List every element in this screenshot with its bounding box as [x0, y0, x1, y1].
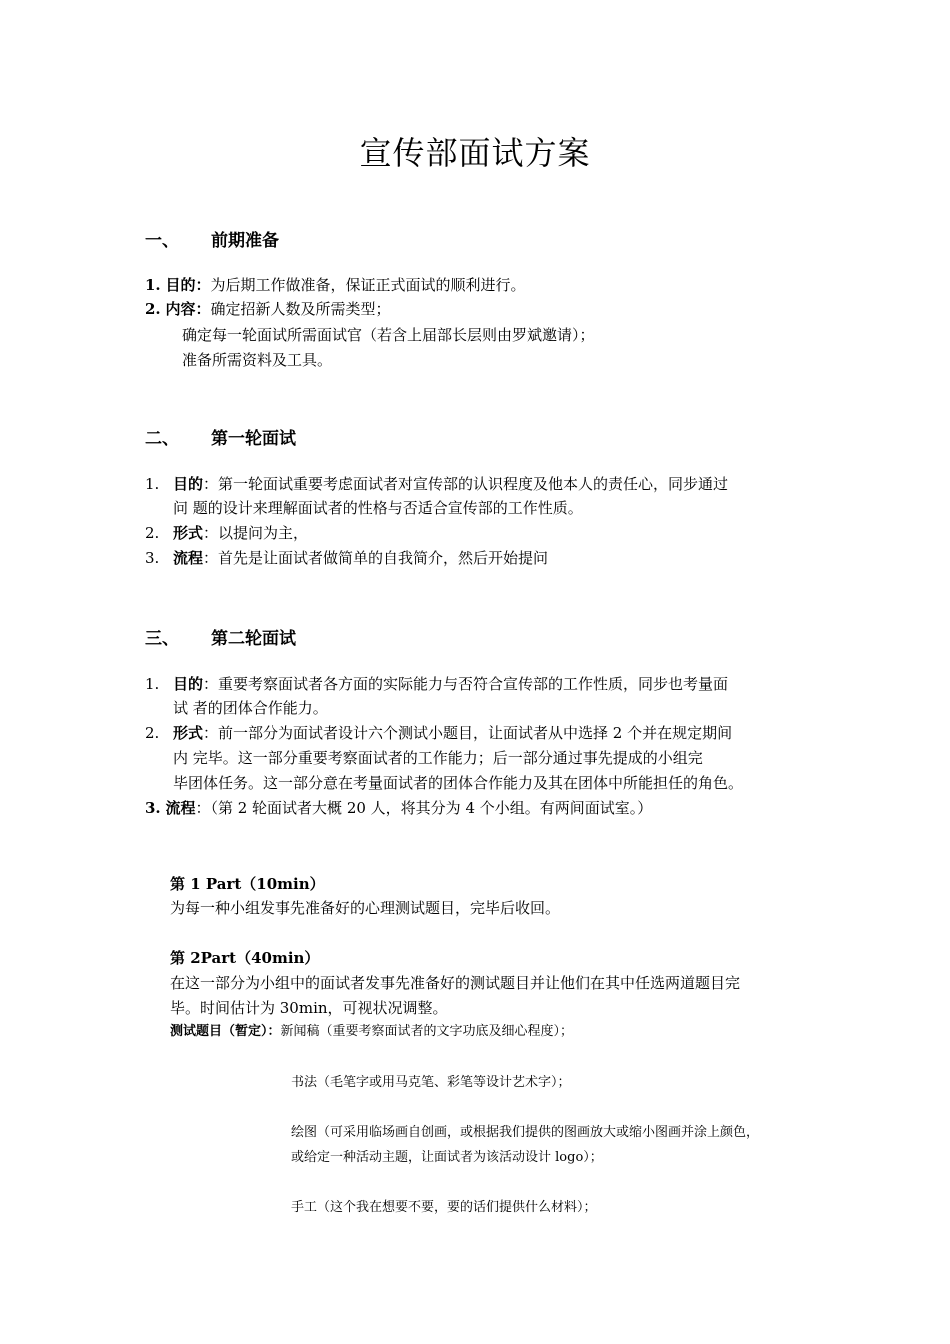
- test-topic-1: 新闻稿（重要考察面试者的文字功底及细心程度）；: [280, 1024, 574, 1039]
- s3-item-3-text: ：（第 2 轮面试者大概 20 人，将其分为 4 个小组。有两间面试室。）: [195, 799, 653, 817]
- s1-item-2: [145, 297, 390, 321]
- s3-item-1-number: 1.: [145, 675, 160, 693]
- part-1-heading: 第 1 Part（10min）: [170, 875, 325, 893]
- s2-item-1-number: 1.: [145, 475, 160, 493]
- s1-item-2-number: 2.: [145, 300, 161, 318]
- s2-item-3-number: 3.: [145, 549, 160, 567]
- s3-item-2: [145, 721, 732, 745]
- s1-item-1: [145, 273, 525, 297]
- s3-item-3-number: 3.: [145, 799, 161, 817]
- s3-item-2-text: ：前一部分为面试者设计六个测试小题目，让面试者从中选择 2 个并在规定期间: [203, 724, 733, 742]
- s1-item-1-label: 目的：: [165, 276, 211, 294]
- s2-item-2-text: ：以提问为主，: [203, 524, 309, 542]
- s3-item-2-label: 形式: [173, 724, 204, 742]
- s2-item-1-text: ：第一轮面试重要考虑面试者对宣传部的认识程度及他本人的责任心，同步通过: [203, 475, 729, 493]
- s1-item-1-number: 1.: [145, 276, 161, 294]
- s1-item-2-line-2: 确定每一轮面试所需面试官（若含上届部长层则由罗斌邀请）；: [182, 326, 595, 344]
- document-title: 宣传部面试方案: [359, 134, 591, 172]
- test-topic-2: 书法（毛笔字或用马克笔、彩笔等设计艺术字）；: [291, 1075, 571, 1090]
- section-2-number: 二、: [145, 429, 179, 449]
- s2-item-1-line-2: 问 题的设计来理解面试者的性格与否适合宣传部的工作性质。: [173, 499, 583, 517]
- test-topics: [170, 1022, 573, 1042]
- s3-item-3-label: 流程: [165, 799, 196, 817]
- s3-item-1: [145, 672, 728, 696]
- s3-item-1-line-2: 试 者的团体合作能力。: [173, 699, 328, 717]
- s3-item-2-line-2: 内 完毕。这一部分重要考察面试者的工作能力；后一部分通过事先提成的小组完: [173, 749, 703, 767]
- s3-item-2-line-3: 毕团体任务。这一部分意在考量面试者的团体合作能力及其在团体中所能担任的角色。: [173, 774, 744, 792]
- section-1-number: 一、: [145, 231, 179, 251]
- test-topic-3-line-2: 或给定一种活动主题，让面试者为该活动设计 logo）；: [291, 1150, 603, 1165]
- s1-item-2-text: 确定招新人数及所需类型；: [210, 300, 391, 318]
- s2-item-2: [145, 521, 308, 545]
- s2-item-3-label: 流程: [173, 549, 204, 567]
- s1-item-2-label: 内容：: [165, 300, 211, 318]
- section-3-number: 三、: [145, 629, 179, 649]
- s3-item-1-label: 目的: [173, 675, 204, 693]
- s2-item-2-label: 形式: [173, 524, 204, 542]
- test-topic-4: 手工（这个我在想要不要，要的话们提供什么材料）；: [291, 1200, 597, 1215]
- part-2-heading: 第 2Part（40min）: [170, 949, 320, 967]
- s1-item-1-text: 为后期工作做准备，保证正式面试的顺利进行。: [210, 276, 526, 294]
- s2-item-1-label: 目的: [173, 475, 204, 493]
- s3-item-2-number: 2.: [145, 724, 160, 742]
- part-2-line-2: 毕。时间估计为 30min，可视状况调整。: [170, 999, 448, 1017]
- s2-item-3: [145, 546, 548, 570]
- test-topics-label: 测试题目（暂定）：: [170, 1024, 281, 1039]
- s3-item-3: [145, 796, 652, 820]
- section-1-heading: [145, 226, 279, 251]
- section-3-title: 第二轮面试: [211, 629, 296, 649]
- section-3-heading: [145, 624, 296, 649]
- section-2-heading: [145, 424, 296, 449]
- s2-item-3-text: ：首先是让面试者做简单的自我简介，然后开始提问: [203, 549, 549, 567]
- s1-item-2-line-3: 准备所需资料及工具。: [182, 351, 333, 369]
- s3-item-1-text: ：重要考察面试者各方面的实际能力与否符合宣传部的工作性质，同步也考量面: [203, 675, 729, 693]
- section-2-title: 第一轮面试: [211, 429, 296, 449]
- part-1-text: 为每一种小组发事先准备好的心理测试题目，完毕后收回。: [170, 899, 561, 917]
- test-topic-3-line-1: 绘图（可采用临场画自创画，或根据我们提供的图画放大或缩小图画并涂上颜色，: [291, 1125, 760, 1140]
- part-2-line-1: 在这一部分为小组中的面试者发事先准备好的测试题目并让他们在其中任选两道题目完: [170, 974, 741, 992]
- s2-item-2-number: 2.: [145, 524, 160, 542]
- s2-item-1: [145, 472, 728, 496]
- section-1-title: 前期准备: [211, 231, 279, 251]
